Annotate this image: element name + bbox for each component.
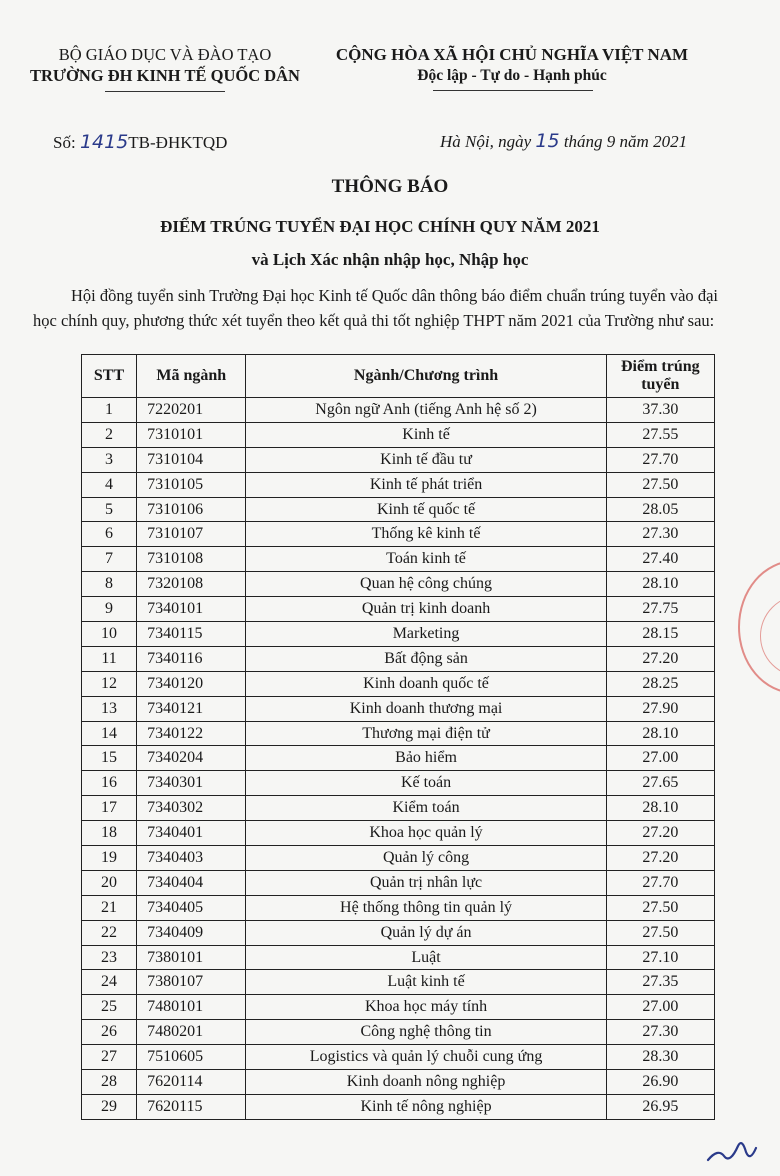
row-major-code: 7340115 [137, 622, 246, 647]
row-stt: 17 [82, 796, 137, 821]
row-program-name: Quản lý dự án [246, 920, 606, 945]
table-row [82, 846, 715, 871]
row-major-code: 7340401 [137, 821, 246, 846]
row-score: 28.05 [606, 497, 714, 522]
row-score: 26.95 [606, 1094, 714, 1119]
table-row [82, 597, 715, 622]
row-program-name: Quan hệ công chúng [246, 572, 606, 597]
row-stt: 5 [82, 497, 137, 522]
row-program-name: Bất động sản [246, 646, 606, 671]
table-header-row [82, 355, 715, 398]
table-row [82, 622, 715, 647]
row-stt: 10 [82, 622, 137, 647]
row-program-name: Kinh doanh thương mại [246, 696, 606, 721]
row-major-code: 7380101 [137, 945, 246, 970]
row-major-code: 7310105 [137, 472, 246, 497]
row-major-code: 7340101 [137, 597, 246, 622]
row-program-name: Ngôn ngữ Anh (tiếng Anh hệ số 2) [246, 398, 606, 423]
table-row [82, 796, 715, 821]
row-major-code: 7340405 [137, 895, 246, 920]
row-score: 27.30 [606, 522, 714, 547]
row-program-name: Quản trị nhân lực [246, 870, 606, 895]
document-date [440, 130, 687, 152]
table-row [82, 721, 715, 746]
row-program-name: Công nghệ thông tin [246, 1020, 606, 1045]
row-program-name: Khoa học quản lý [246, 821, 606, 846]
row-major-code: 7310106 [137, 497, 246, 522]
row-program-name: Kinh tế nông nghiệp [246, 1094, 606, 1119]
row-stt: 9 [82, 597, 137, 622]
table-row [82, 746, 715, 771]
table-row [82, 696, 715, 721]
table-row [82, 945, 715, 970]
row-stt: 6 [82, 522, 137, 547]
row-program-name: Quản trị kinh doanh [246, 597, 606, 622]
row-score: 27.70 [606, 447, 714, 472]
row-program-name: Thống kê kinh tế [246, 522, 606, 547]
row-score: 27.90 [606, 696, 714, 721]
row-program-name: Bảo hiểm [246, 746, 606, 771]
row-score: 27.30 [606, 1020, 714, 1045]
row-score: 28.10 [606, 721, 714, 746]
row-score: 28.30 [606, 1045, 714, 1070]
row-program-name: Thương mại điện tử [246, 721, 606, 746]
row-major-code: 7340301 [137, 771, 246, 796]
admission-scores-table [81, 354, 715, 1120]
row-stt: 3 [82, 447, 137, 472]
row-major-code: 7340302 [137, 796, 246, 821]
row-stt: 2 [82, 422, 137, 447]
row-stt: 27 [82, 1045, 137, 1070]
row-score: 27.65 [606, 771, 714, 796]
table-row [82, 497, 715, 522]
row-major-code: 7310104 [137, 447, 246, 472]
row-score: 28.25 [606, 671, 714, 696]
row-stt: 18 [82, 821, 137, 846]
row-stt: 26 [82, 1020, 137, 1045]
row-major-code: 7620115 [137, 1094, 246, 1119]
row-score: 27.55 [606, 422, 714, 447]
table-row [82, 1070, 715, 1095]
table-row [82, 970, 715, 995]
table-row [82, 771, 715, 796]
national-motto: Độc lập - Tự do - Hạnh phúc [417, 67, 607, 84]
table-row [82, 422, 715, 447]
row-program-name: Marketing [246, 622, 606, 647]
row-score: 27.50 [606, 920, 714, 945]
country-name: CỘNG HÒA XÃ HỘI CHỦ NGHĨA VIỆT NAM [335, 45, 689, 64]
row-stt: 12 [82, 671, 137, 696]
row-stt: 19 [82, 846, 137, 871]
row-major-code: 7340122 [137, 721, 246, 746]
row-stt: 15 [82, 746, 137, 771]
row-program-name: Kinh tế đầu tư [246, 447, 606, 472]
document-subtitle-2: và Lịch Xác nhận nhập học, Nhập học [251, 250, 529, 269]
row-major-code: 7320108 [137, 572, 246, 597]
row-score: 27.20 [606, 821, 714, 846]
row-stt: 20 [82, 870, 137, 895]
row-stt: 29 [82, 1094, 137, 1119]
row-score: 27.20 [606, 846, 714, 871]
row-stt: 25 [82, 995, 137, 1020]
table-row [82, 547, 715, 572]
intro-paragraph: Hội đồng tuyển sinh Trường Đại học Kinh tế Quốc dân thông báo điểm chuẩn trúng tuyển vào đại học chính quy, phương thức xét tuyển theo kết quả thi tốt nghiệp THPT năm 2021 của Trường như sau: [33, 286, 718, 330]
table-row [82, 447, 715, 472]
header-divider-left [105, 91, 225, 92]
row-stt: 16 [82, 771, 137, 796]
row-score: 27.20 [606, 646, 714, 671]
table-row [82, 920, 715, 945]
row-score: 27.75 [606, 597, 714, 622]
row-score: 27.00 [606, 746, 714, 771]
row-stt: 23 [82, 945, 137, 970]
row-major-code: 7510605 [137, 1045, 246, 1070]
row-major-code: 7340120 [137, 671, 246, 696]
row-program-name: Luật [246, 945, 606, 970]
row-stt: 11 [82, 646, 137, 671]
row-program-name: Quản lý công [246, 846, 606, 871]
row-program-name: Kinh tế [246, 422, 606, 447]
date-day-handwritten: 15 [535, 130, 560, 152]
table-row [82, 821, 715, 846]
header-program: Ngành/Chương trình [246, 355, 606, 398]
national-header [312, 44, 712, 86]
table-row [82, 572, 715, 597]
university-name: TRƯỜNG ĐH KINH TẾ QUỐC DÂN [30, 66, 300, 85]
row-score: 27.35 [606, 970, 714, 995]
row-stt: 1 [82, 398, 137, 423]
row-stt: 13 [82, 696, 137, 721]
header-divider-right [433, 90, 593, 91]
table-row [82, 522, 715, 547]
table-row [82, 870, 715, 895]
row-program-name: Kiểm toán [246, 796, 606, 821]
row-program-name: Luật kinh tế [246, 970, 606, 995]
row-stt: 28 [82, 1070, 137, 1095]
row-major-code: 7380107 [137, 970, 246, 995]
row-stt: 4 [82, 472, 137, 497]
document-title: THÔNG BÁO [331, 176, 449, 197]
table-row [82, 1045, 715, 1070]
table-row [82, 472, 715, 497]
row-score: 28.15 [606, 622, 714, 647]
row-stt: 7 [82, 547, 137, 572]
header-score: Điểm trúng tuyển [606, 355, 714, 398]
doc-number-prefix: Số: [53, 133, 80, 152]
table-row [82, 995, 715, 1020]
row-major-code: 7340116 [137, 646, 246, 671]
table-row [82, 895, 715, 920]
row-stt: 14 [82, 721, 137, 746]
row-major-code: 7480101 [137, 995, 246, 1020]
signature-mark [700, 1130, 760, 1170]
row-major-code: 7310101 [137, 422, 246, 447]
row-major-code: 7310107 [137, 522, 246, 547]
table-row [82, 398, 715, 423]
row-stt: 24 [82, 970, 137, 995]
row-program-name: Khoa học máy tính [246, 995, 606, 1020]
row-major-code: 7340409 [137, 920, 246, 945]
header-stt: STT [82, 355, 137, 398]
row-major-code: 7480201 [137, 1020, 246, 1045]
row-program-name: Kinh tế phát triển [246, 472, 606, 497]
table-row [82, 671, 715, 696]
issuer-header [20, 44, 310, 86]
row-score: 27.70 [606, 870, 714, 895]
row-major-code: 7340121 [137, 696, 246, 721]
doc-number-suffix: TB-ĐHKTQD [128, 133, 228, 152]
header-major-code: Mã ngành [137, 355, 246, 398]
row-score: 27.00 [606, 995, 714, 1020]
row-program-name: Toán kinh tế [246, 547, 606, 572]
table-row [82, 1094, 715, 1119]
row-score: 26.90 [606, 1070, 714, 1095]
row-score: 28.10 [606, 796, 714, 821]
date-suffix: tháng 9 năm 2021 [559, 132, 688, 151]
row-program-name: Kinh tế quốc tế [246, 497, 606, 522]
table-row [82, 1020, 715, 1045]
row-stt: 22 [82, 920, 137, 945]
row-score: 27.10 [606, 945, 714, 970]
doc-number-handwritten: 1415 [79, 131, 129, 153]
row-program-name: Logistics và quản lý chuỗi cung ứng [246, 1045, 606, 1070]
row-score: 27.50 [606, 472, 714, 497]
row-major-code: 7310108 [137, 547, 246, 572]
row-major-code: 7340204 [137, 746, 246, 771]
row-major-code: 7220201 [137, 398, 246, 423]
row-program-name: Kế toán [246, 771, 606, 796]
document-number [53, 131, 227, 153]
row-major-code: 7620114 [137, 1070, 246, 1095]
row-program-name: Hệ thống thông tin quản lý [246, 895, 606, 920]
row-program-name: Kinh doanh quốc tế [246, 671, 606, 696]
row-stt: 21 [82, 895, 137, 920]
row-score: 28.10 [606, 572, 714, 597]
row-major-code: 7340403 [137, 846, 246, 871]
date-prefix: Hà Nội, ngày [440, 132, 536, 151]
row-score: 27.50 [606, 895, 714, 920]
row-program-name: Kinh doanh nông nghiệp [246, 1070, 606, 1095]
document-subtitle: ĐIỂM TRÚNG TUYỂN ĐẠI HỌC CHÍNH QUY NĂM 2021 [160, 217, 600, 236]
ministry-name: BỘ GIÁO DỤC VÀ ĐÀO TẠO [58, 45, 272, 64]
row-major-code: 7340404 [137, 870, 246, 895]
row-score: 27.40 [606, 547, 714, 572]
table-row [82, 646, 715, 671]
row-score: 37.30 [606, 398, 714, 423]
row-stt: 8 [82, 572, 137, 597]
